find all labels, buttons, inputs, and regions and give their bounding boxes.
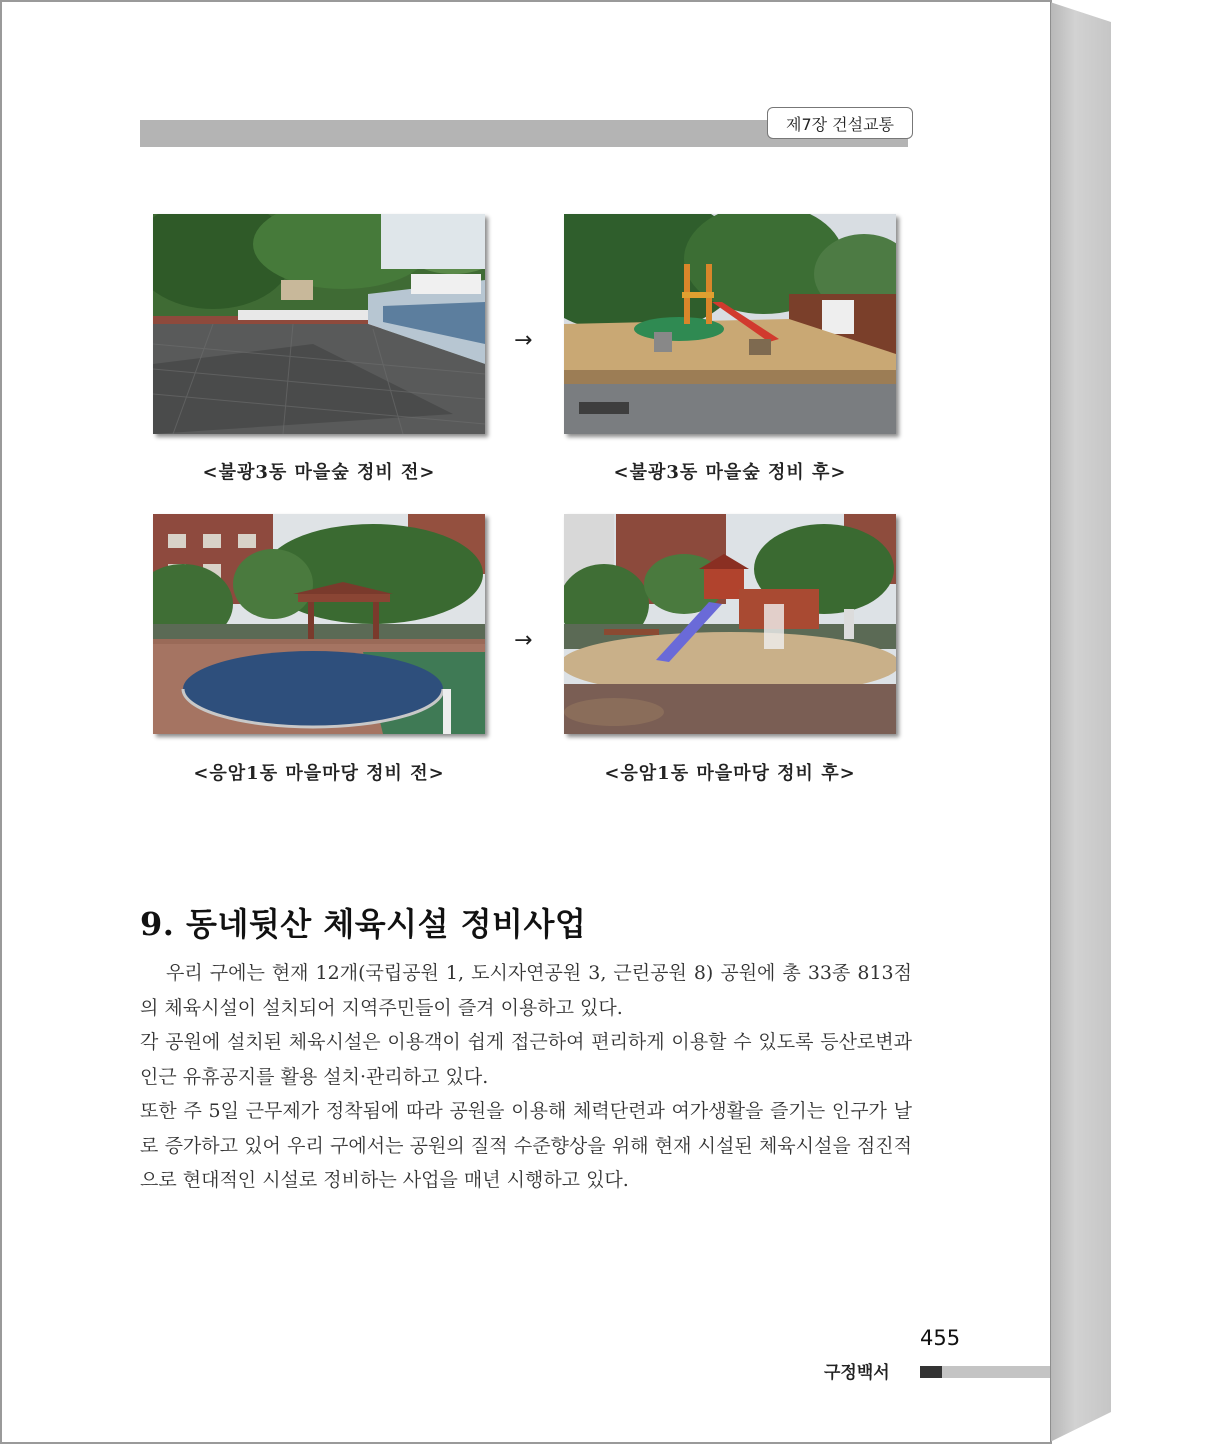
arrow-2: → [514,628,533,653]
chapter-tab: 제7장 건설교통 [767,107,913,139]
photo-bulgwang-after [564,214,896,434]
arrow-1: → [514,328,533,353]
footer-bar [942,1366,1052,1378]
paragraph-3: 또한 주 5일 근무제가 정착됨에 따라 공원을 이용해 체력단련과 여가생활을 즐기는 인구가 날로 증가하고 있어 우리 구에서는 공원의 질적 수준향상을 위해 현재 시설된 체육시설을 점진적으로 현대적인 시설로 정비하는 사업을 매년 시행하고 있다. [140,1100,912,1191]
caption-4: <응암1동 마을마당 정비 후> [604,763,856,784]
paragraph-2: 각 공원에 설치된 체육시설은 이용객이 쉽게 접근하여 편리하게 이용할 수 있도록 등산로변과 인근 유휴공지를 활용 설치·관리하고 있다. [140,1031,912,1088]
caption-2: <불광3동 마을숲 정비 후> [613,462,847,483]
section-title: 9. 동네뒷산 체육시설 정비사업 [140,904,587,943]
footer-label: 구정백서 [824,1363,890,1383]
photo-eungam-before [153,514,485,734]
page-number: 455 [920,1326,961,1350]
section-body [140,956,912,1198]
footer-bar-accent [920,1366,942,1378]
photo-bulgwang-before [153,214,485,434]
photo-eungam-after [564,514,896,734]
book-thickness-edge [1050,2,1111,1442]
caption-3: <응암1동 마을마당 정비 전> [193,763,445,784]
paragraph-1: 우리 구에는 현재 12개(국립공원 1, 도시자연공원 3, 근린공원 8) 공원에 총 33종 813점의 체육시설이 설치되어 지역주민들이 즐겨 이용하고 있다. [140,962,912,1019]
caption-1: <불광3동 마을숲 정비 전> [202,462,436,483]
